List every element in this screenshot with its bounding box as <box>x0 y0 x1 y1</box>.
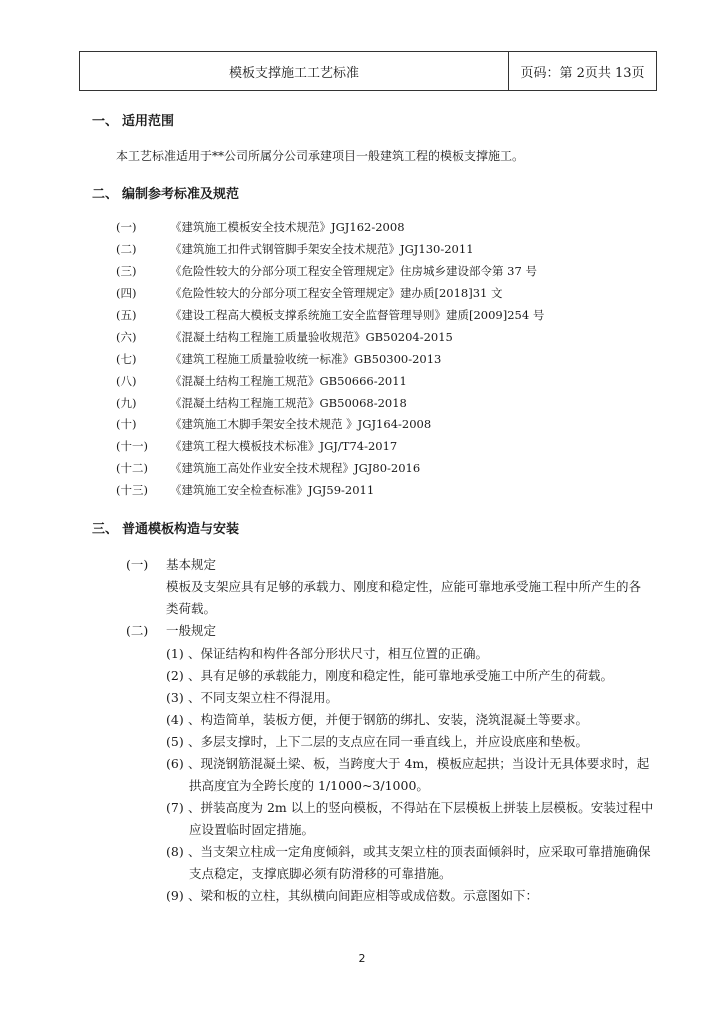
reference-item: (十二) 《建筑施工高处作业安全技术规程》JGJ80-2016 <box>116 461 421 475</box>
rule-item: (2) 、具有足够的承载能力，刚度和稳定性，能可靠地承受施工中所产生的荷载。 <box>166 668 614 683</box>
reference-item: (五) 《建设工程高大模板支撑系统施工安全监督管理导则》建质[2009]254 号 <box>116 308 545 322</box>
section-number: 三、 <box>92 522 119 537</box>
rule-item: (6) 、现浇钢筋混凝土梁、板，当跨度大于 4m，模板应起拱；当设计无具体要求时，起 <box>166 756 650 771</box>
rule-item: (7) 、拼装高度为 2m 以上的竖向模板，不得站在下层模板上拼装上层模板。安装过程中 <box>166 800 654 815</box>
reference-item: (三) 《危险性较大的分部分项工程安全管理规定》住房城乡建设部令第 37 号 <box>116 264 537 278</box>
rule-item: (9) 、梁和板的立柱，其纵横向间距应相等或成倍数。示意图如下： <box>166 888 539 903</box>
reference-item: (一) 《建筑施工模板安全技术规范》JGJ162-2008 <box>116 220 405 234</box>
rule-item: (3) 、不同支架立柱不得混用。 <box>166 690 339 705</box>
section-heading-3 <box>92 518 239 537</box>
subsection-heading-1: (一) 基本规定 <box>126 557 217 572</box>
rule-item-cont: 拱高度宜为全跨长度的 1/1000~3/1000。 <box>189 778 429 793</box>
reference-item: (二) 《建筑施工扣件式钢管脚手架安全技术规范》JGJ130-2011 <box>116 242 474 256</box>
section-heading-2 <box>92 183 239 202</box>
reference-item: (十一) 《建筑工程大模板技术标准》JGJ/T74-2017 <box>116 439 398 453</box>
rule-item-cont: 支点稳定，支撑底脚必须有防滑移的可靠措施。 <box>189 866 452 881</box>
document-title: 模板支撑施工工艺标准 <box>80 52 509 90</box>
reference-item: (六) 《混凝土结构工程施工质量验收规范》GB50204-2015 <box>116 330 453 344</box>
rule-item: (1) 、保证结构和构件各部分形状尺寸，相互位置的正确。 <box>166 646 489 661</box>
subsection1-text: 模板及支架应具有足够的承载力、刚度和稳定性，应能可靠地承受施工程中所产生的各 <box>166 579 642 594</box>
rule-item: (4) 、构造简单，装板方便，并便于钢筋的绑扎、安装，浇筑混凝土等要求。 <box>166 712 589 727</box>
reference-item: (九) 《混凝土结构工程施工规范》GB50068-2018 <box>116 396 407 410</box>
section1-text: 本工艺标准适用于**公司所属分公司承建项目一般建筑工程的模板支撑施工。 <box>116 149 525 163</box>
page-number: 2 <box>358 952 366 965</box>
reference-item: (八) 《混凝土结构工程施工规范》GB50666-2011 <box>116 374 407 388</box>
section-title: 编制参考标准及规范 <box>122 187 240 202</box>
subsection1-text-cont: 类荷载。 <box>166 601 217 616</box>
page-info: 页码：第 2页共 13页 <box>520 65 645 81</box>
rule-item: (8) 、当支架立柱成一定角度倾斜，或其支架立柱的顶表面倾斜时，应采取可靠措施确保 <box>166 844 651 859</box>
subsection-heading-2: (二) 一般规定 <box>126 623 217 638</box>
reference-item: (七) 《建筑工程施工质量验收统一标准》GB50300-2013 <box>116 352 442 366</box>
reference-item: (十) 《建筑施工木脚手架安全技术规范 》JGJ164-2008 <box>116 417 432 431</box>
section-title: 普通模板构造与安装 <box>122 522 240 537</box>
section-number: 一、 <box>92 114 119 129</box>
header-table <box>79 51 657 91</box>
section-title: 适用范围 <box>122 114 175 129</box>
reference-item: (十三) 《建筑施工安全检查标准》JGJ59-2011 <box>116 483 375 497</box>
rule-item-cont: 应设置临时固定措施。 <box>189 822 315 837</box>
reference-item: (四) 《危险性较大的分部分项工程安全管理规定》建办质[2018]31 文 <box>116 286 503 300</box>
rule-item: (5) 、多层支撑时，上下二层的支点应在同一垂直线上，并应设底座和垫板。 <box>166 734 589 749</box>
section-number: 二、 <box>92 187 119 202</box>
section-heading-1 <box>92 110 174 129</box>
